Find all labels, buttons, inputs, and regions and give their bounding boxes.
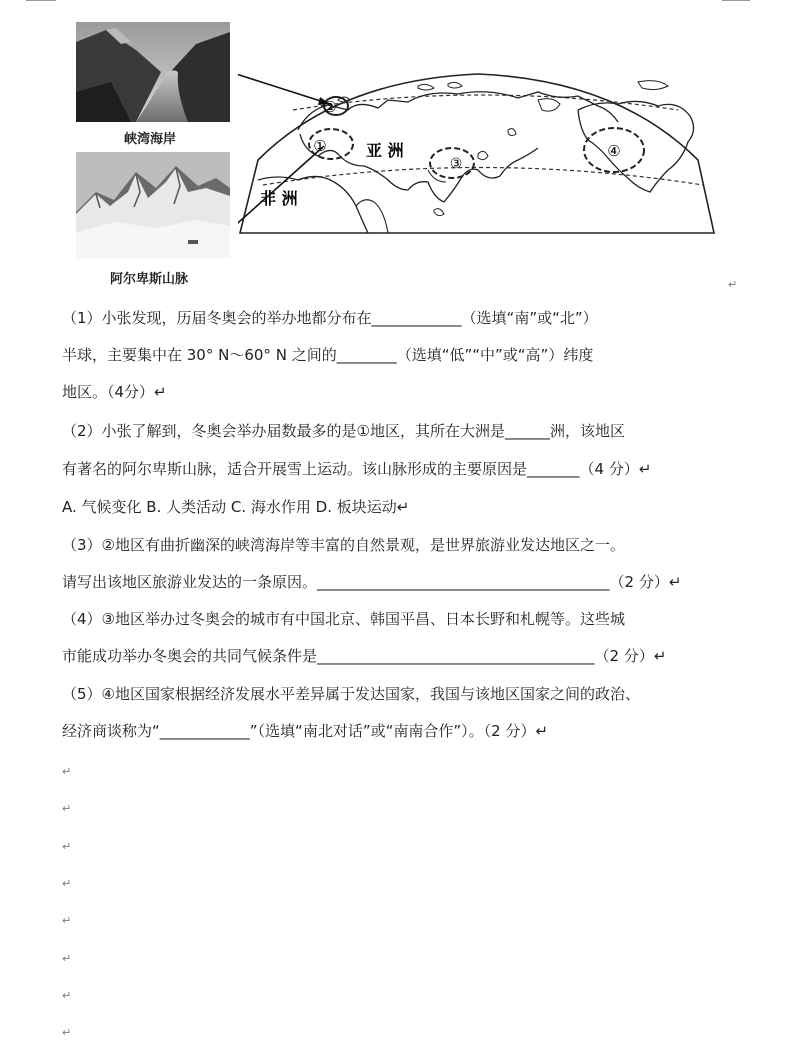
map-label-1: ① — [313, 137, 327, 155]
question-4-line-1: （4）③地区举办过冬奥会的城市有中国北京、韩国平昌、日本长野和札幌等。这些城 — [62, 610, 625, 628]
question-1-line-2: 半球，主要集中在 30° N～60° N 之间的________（选填“低”“中”或“高”）纬度 — [62, 346, 594, 364]
question-2-line-1: （2）小张了解到，冬奥会举办届数最多的是①地区，其所在大洲是______洲，该地区 — [62, 422, 625, 440]
arrow-to-region-2 — [238, 72, 330, 104]
map-label-africa: 非 洲 — [260, 189, 298, 208]
question-5-line-1: （5）④地区国家根据经济发展水平差异属于发达国家，我国与该地区国家之间的政治、 — [62, 685, 640, 703]
map-label-asia: 亚 洲 — [366, 141, 404, 160]
paragraph-mark-empty: ↵ — [62, 877, 72, 890]
question-3-line-2: 请写出该地区旅游业发达的一条原因。_______________________________________（2 分）↵ — [62, 573, 682, 591]
alps-caption: 阿尔卑斯山脉 — [110, 272, 189, 287]
paragraph-mark-empty: ↵ — [62, 840, 72, 853]
map-label-4: ④ — [607, 142, 621, 160]
alps-photo — [76, 152, 230, 258]
world-map — [238, 70, 718, 240]
paragraph-mark-empty: ↵ — [62, 989, 72, 1002]
question-3-line-1: （3）②地区有曲折幽深的峡湾海岸等丰富的自然景观，是世界旅游业发达地区之一。 — [62, 536, 625, 554]
map-label-2: ② — [323, 98, 337, 116]
question-2-line-2: 有著名的阿尔卑斯山脉，适合开展雪上运动。该山脉形成的主要原因是_______（4 分）↵ — [62, 460, 652, 478]
question-1-line-1: （1）小张发现，历届冬奥会的举办地都分布在____________（选填“南”或“北”） — [62, 309, 598, 327]
paragraph-mark-empty: ↵ — [62, 914, 72, 927]
page-corner-left — [26, 0, 56, 1]
question-5-line-2: 经济商谈称为“____________”（选填“南北对话”或“南南合作”）。（2 分）↵ — [62, 722, 549, 740]
question-2-options: A. 气候变化 B. 人类活动 C. 海水作用 D. 板块运动↵ — [62, 498, 410, 516]
latitude-line-south — [263, 168, 703, 186]
fjord-photo — [76, 22, 230, 122]
paragraph-mark-empty: ↵ — [62, 952, 72, 965]
page-corner-right — [722, 0, 750, 1]
question-4-line-2: 市能成功举办冬奥会的共同气候条件是_____________________________________（2 分）↵ — [62, 647, 667, 665]
map-label-3: ③ — [449, 156, 463, 172]
fjord-caption: 峡湾海岸 — [124, 132, 177, 147]
paragraph-mark-empty: ↵ — [62, 765, 72, 778]
question-1-line-3: 地区。（4分）↵ — [62, 383, 167, 401]
paragraph-mark-empty: ↵ — [62, 1026, 72, 1039]
paragraph-mark-figure: ↵ — [728, 278, 738, 291]
paragraph-mark-empty: ↵ — [62, 802, 72, 815]
